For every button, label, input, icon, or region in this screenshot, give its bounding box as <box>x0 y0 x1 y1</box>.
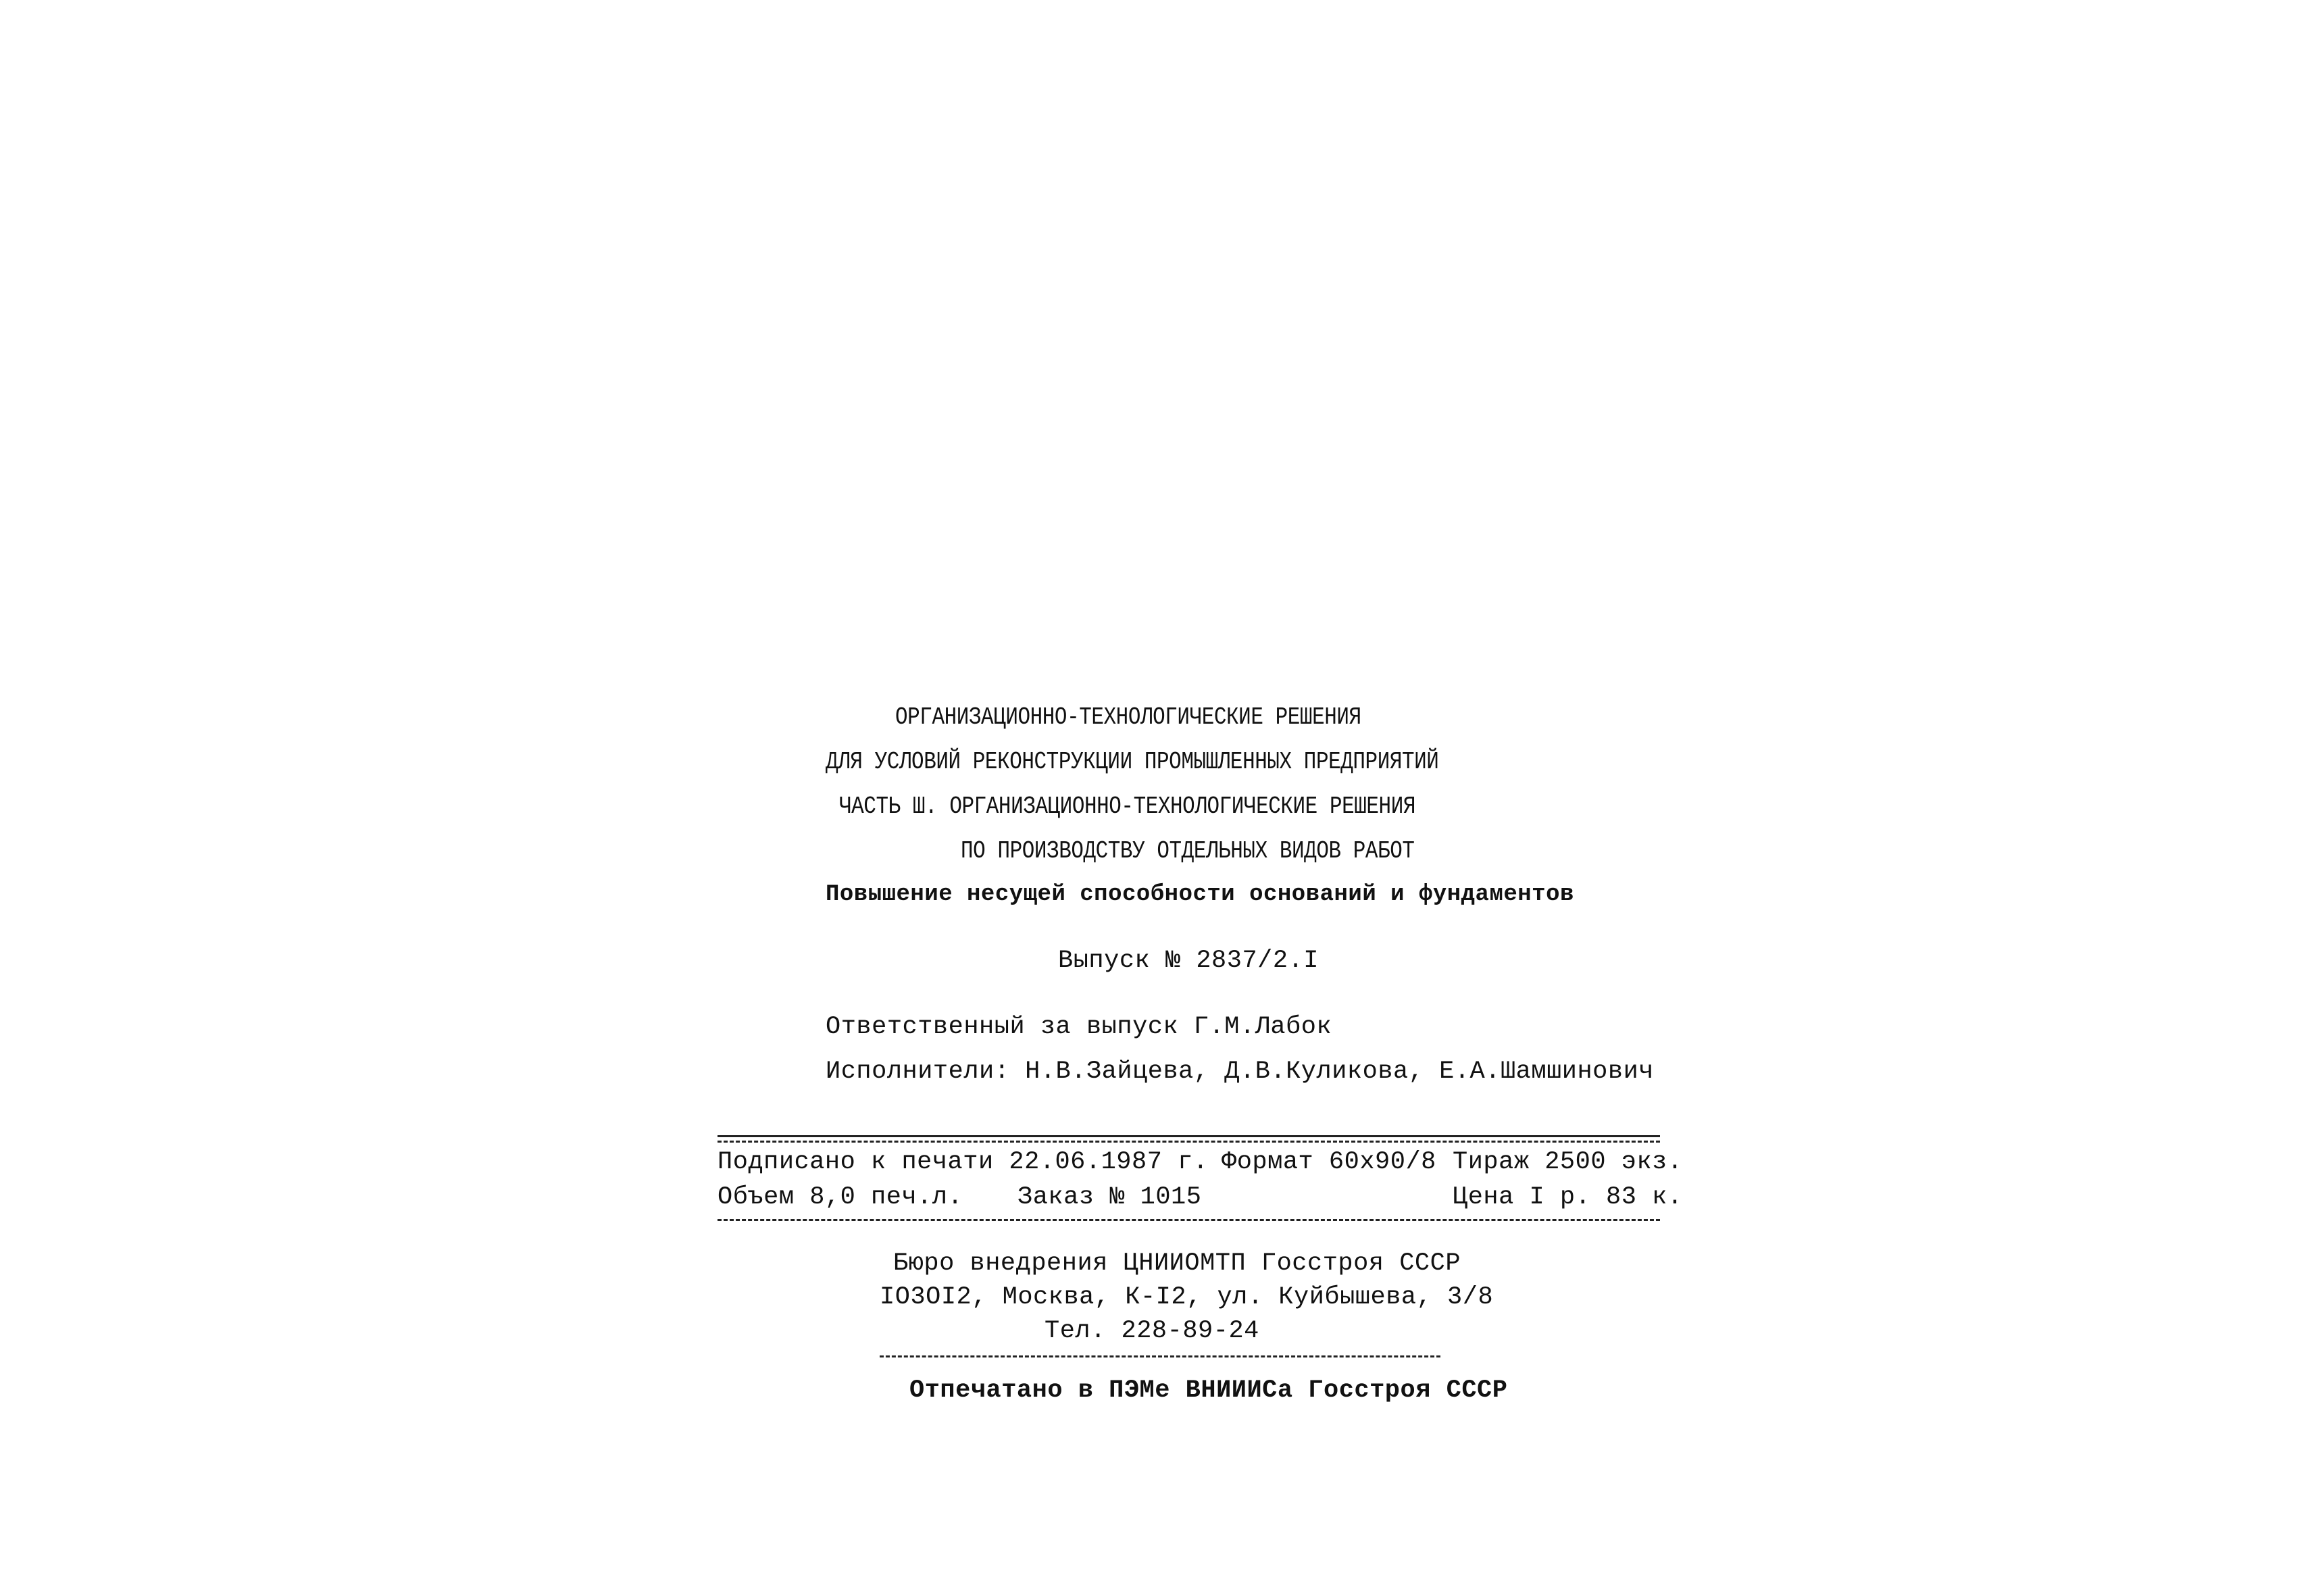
printed-by: Отпечатано в ПЭМе ВНИИИСа Госстроя СССР <box>909 1376 1508 1405</box>
title-line-1: ОРГАНИЗАЦИОННО-ТЕХНОЛОГИЧЕСКИЕ РЕШЕНИЯ <box>895 703 1361 731</box>
publisher-address: IO3OI2, Москва, К-I2, ул. Куйбышева, 3/8 <box>880 1283 1494 1312</box>
publisher-phone: Тел. 228-89-24 <box>1045 1317 1259 1345</box>
performers: Исполнители: Н.В.Зайцева, Д.В.Куликова, Е.А.Шамшинович <box>826 1057 1654 1086</box>
print-run: Тираж 2500 экз. <box>1453 1148 1683 1176</box>
imprint-top-rule-dashed <box>718 1141 1660 1143</box>
publisher-name: Бюро внедрения ЦНИИОМТП Госстроя СССР <box>893 1249 1461 1278</box>
imprint-top-rule <box>718 1135 1660 1137</box>
publisher-rule <box>880 1355 1440 1357</box>
signed-for-print: Подписано к печати 22.06.1987 г. <box>718 1148 1209 1176</box>
price: Цена I р. 83 к. <box>1453 1183 1683 1212</box>
imprint-bottom-rule <box>718 1219 1660 1221</box>
issue-number: Выпуск № 2837/2.I <box>1058 947 1319 975</box>
responsible-editor: Ответственный за выпуск Г.М.Лабок <box>826 1013 1332 1041</box>
title-line-2: ДЛЯ УСЛОВИЙ РЕКОНСТРУКЦИИ ПРОМЫШЛЕННЫХ ПРЕДПРИЯТИЙ <box>826 748 1439 776</box>
title-line-4: ПО ПРОИЗВОДСТВУ ОТДЕЛЬНЫХ ВИДОВ РАБОТ <box>961 837 1415 865</box>
subtitle: Повышение несущей способности оснований и фундаментов <box>826 882 1574 907</box>
volume: Объем 8,0 печ.л. <box>718 1183 963 1212</box>
print-format: Формат 60х90/8 <box>1222 1148 1436 1176</box>
order-number: Заказ № 1015 <box>1017 1183 1202 1212</box>
title-line-3: ЧАСТЬ Ш. ОРГАНИЗАЦИОННО-ТЕХНОЛОГИЧЕСКИЕ РЕШЕНИЯ <box>839 793 1416 820</box>
